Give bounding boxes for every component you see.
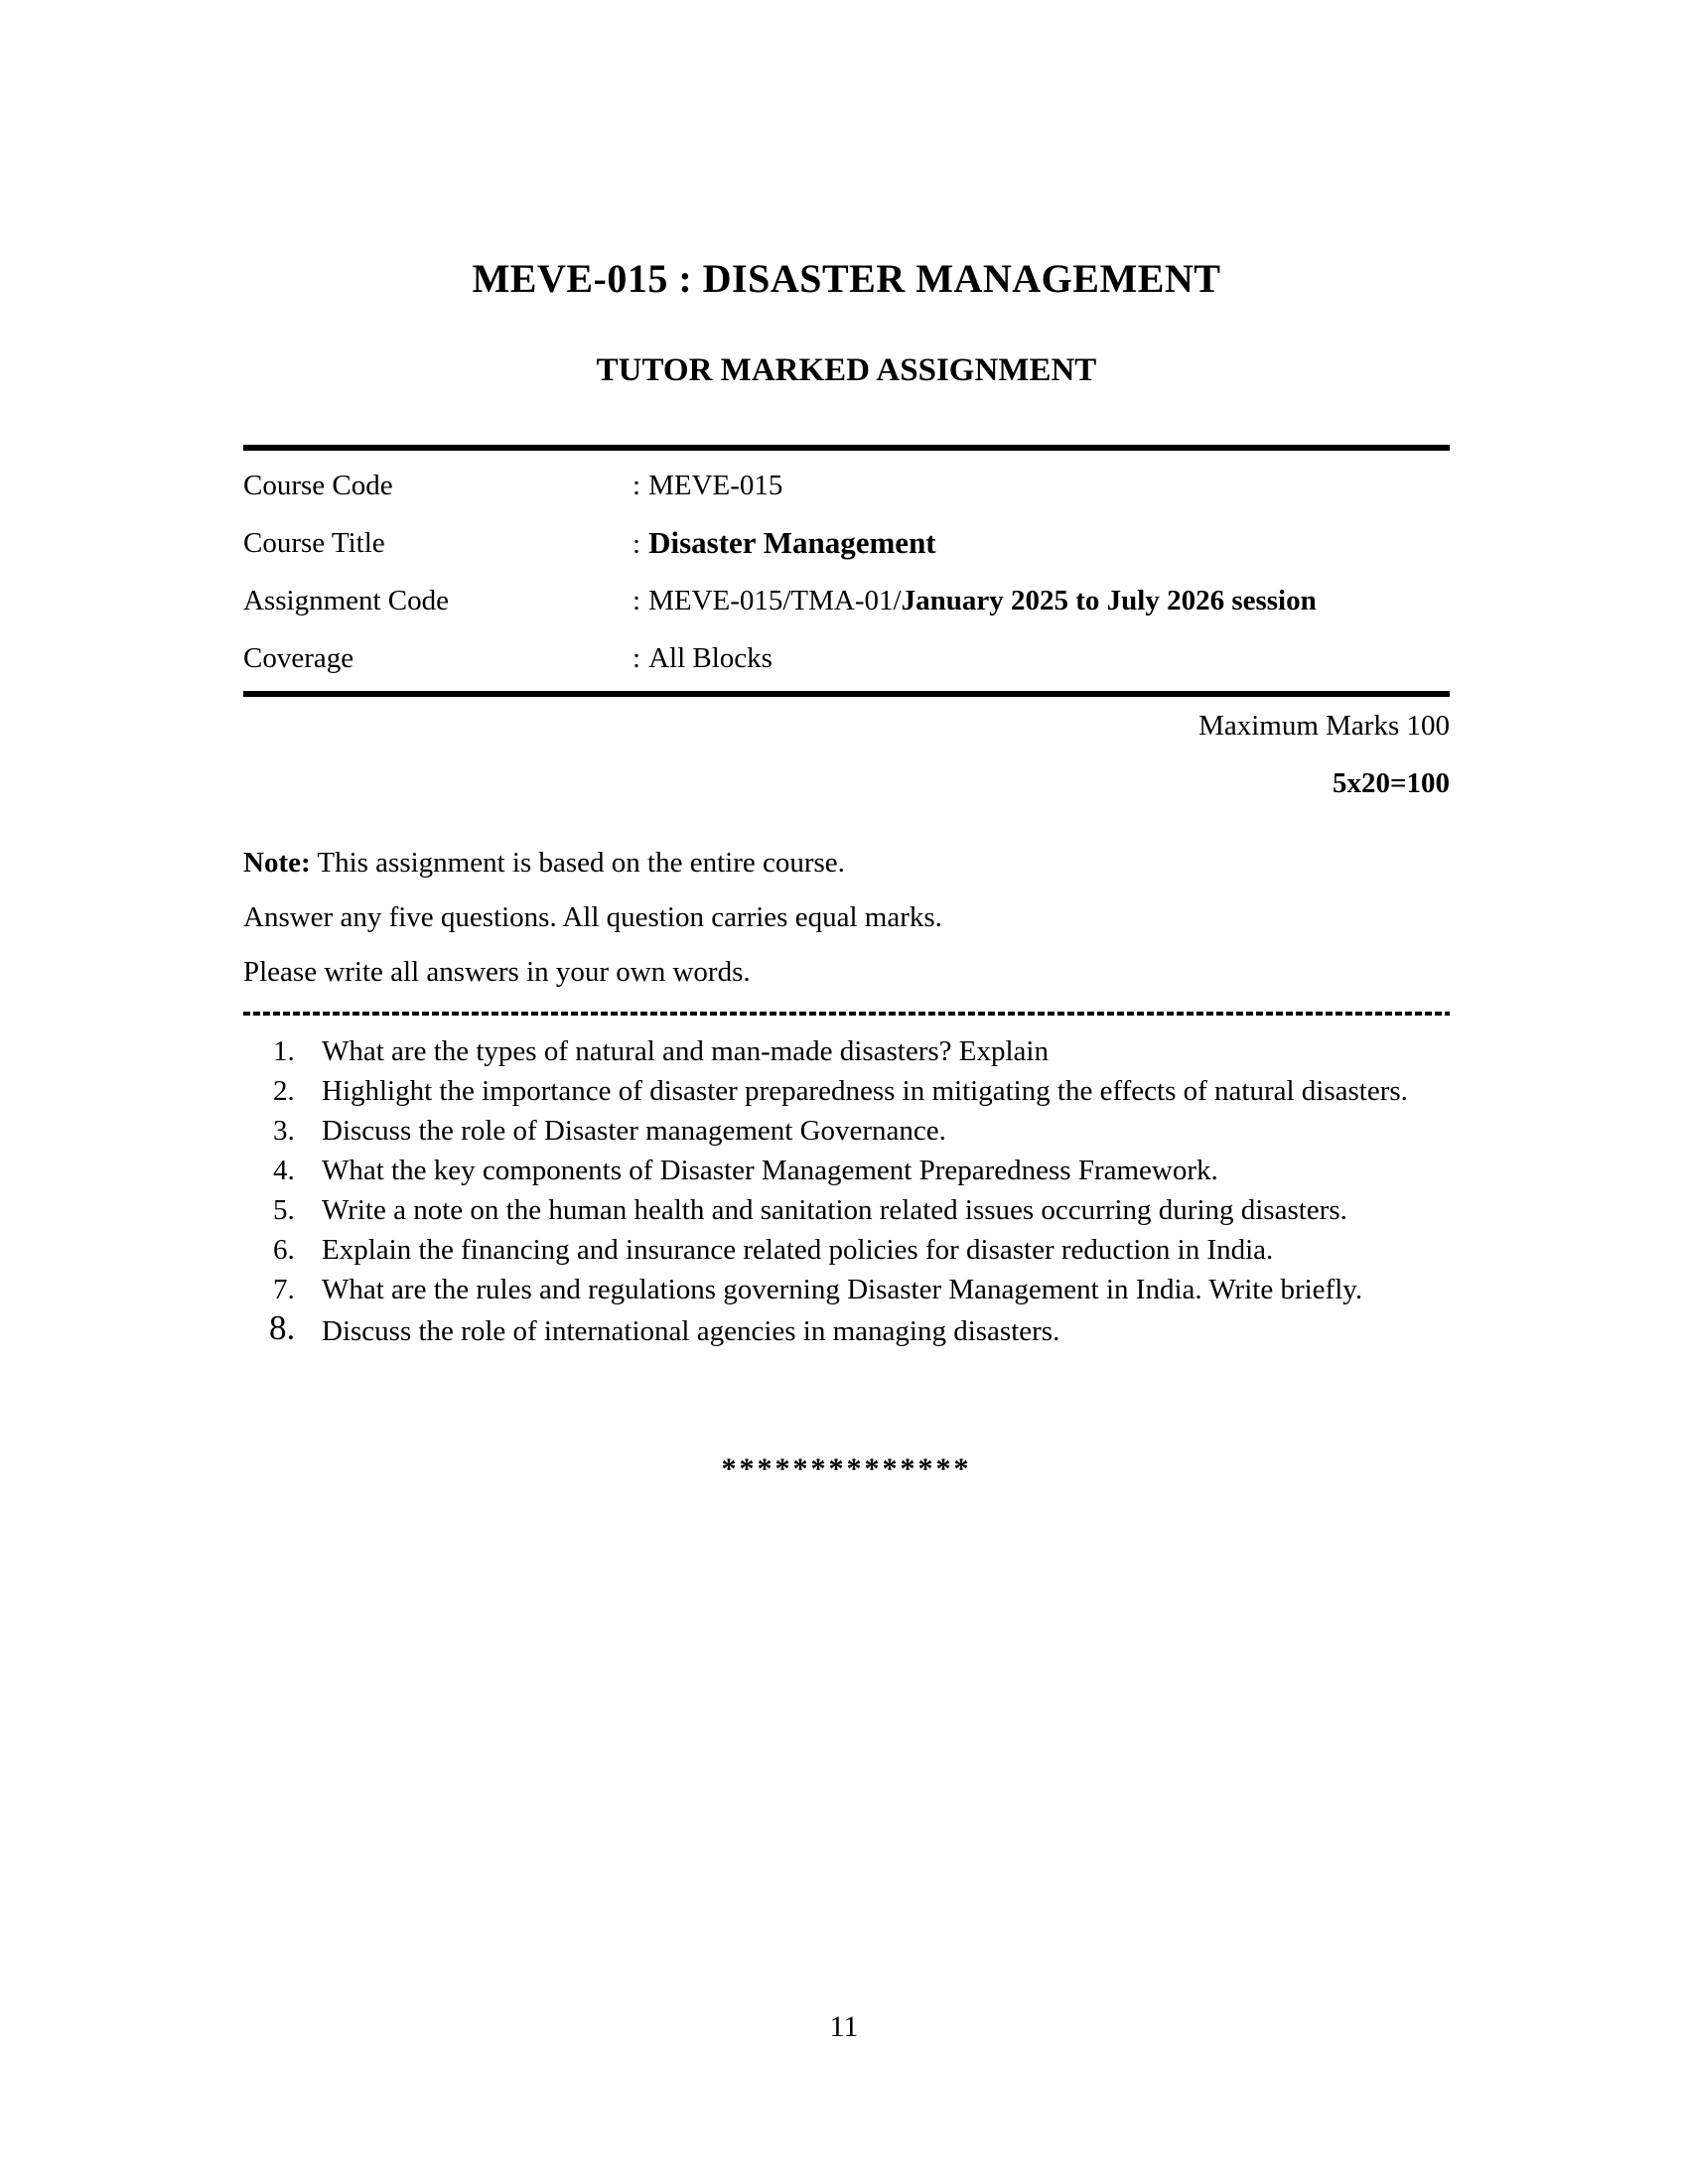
note-label: Note: xyxy=(243,847,311,879)
marks-scheme: 5x20=100 xyxy=(1332,767,1450,799)
question-8-text: Discuss the role of international agencies in managing disasters. xyxy=(322,1315,1060,1347)
coverage-label: Coverage xyxy=(243,641,354,674)
question-3 xyxy=(243,1111,1450,1151)
question-2-text: Highlight the importance of disaster preparedness in mitigating the effects of natural disasters. xyxy=(322,1075,1408,1107)
question-3-number: 3. xyxy=(273,1115,295,1147)
question-6-number: 6. xyxy=(273,1234,295,1266)
question-1-text: What are the types of natural and man-made disasters? Explain xyxy=(322,1035,1049,1067)
dashed-divider xyxy=(243,1012,1450,1016)
question-1 xyxy=(243,1031,1450,1071)
question-5-number: 5. xyxy=(273,1194,295,1226)
course-title-row xyxy=(243,514,1450,572)
assignment-code-label: Assignment Code xyxy=(243,584,450,616)
document-page xyxy=(243,0,1450,1486)
instruction-line-2: Answer any five questions. All question carries equal marks. xyxy=(243,901,942,933)
course-info-table xyxy=(243,445,1450,697)
question-3-text: Discuss the role of Disaster management Governance. xyxy=(322,1115,946,1147)
document-subtitle: TUTOR MARKED ASSIGNMENT xyxy=(596,352,1097,388)
question-7-text: What are the rules and regulations governing Disaster Management in India. Write briefly. xyxy=(322,1274,1363,1305)
question-5 xyxy=(243,1190,1450,1230)
course-title-value xyxy=(633,525,936,561)
course-code-text: MEVE-015 xyxy=(648,469,783,501)
note-line xyxy=(243,836,1450,890)
colon-separator: : xyxy=(633,528,641,560)
colon-separator: : xyxy=(633,584,641,616)
question-2 xyxy=(243,1071,1450,1111)
colon-separator: : xyxy=(633,469,641,501)
assignment-code-text: MEVE-015/TMA-01/ xyxy=(648,584,902,616)
instructions-block xyxy=(243,836,1450,1000)
question-8-number: 8. xyxy=(269,1308,296,1347)
assignment-code-value xyxy=(633,585,1317,617)
question-2-number: 2. xyxy=(273,1075,295,1107)
question-4 xyxy=(243,1151,1450,1190)
maximum-marks: Maximum Marks 100 xyxy=(1198,710,1450,742)
question-4-number: 4. xyxy=(273,1155,295,1186)
colon-separator: : xyxy=(633,641,641,674)
course-title-label: Course Title xyxy=(243,526,385,559)
assignment-code-bold-text: January 2025 to July 2026 session xyxy=(901,584,1317,616)
question-5-text: Write a note on the human health and sanitation related issues occurring during disasters. xyxy=(322,1194,1347,1226)
question-8 xyxy=(243,1308,1450,1351)
question-4-text: What the key components of Disaster Management Preparedness Framework. xyxy=(322,1155,1218,1186)
coverage-value xyxy=(633,642,773,675)
page-number: 11 xyxy=(829,2010,859,2043)
course-title-bold-text: Disaster Management xyxy=(648,525,936,560)
course-code-label: Course Code xyxy=(243,469,393,501)
assignment-code-row xyxy=(243,572,1450,629)
document-title: MEVE-015 : DISASTER MANAGEMENT xyxy=(472,256,1221,301)
course-code-value xyxy=(633,470,782,502)
footer-asterisks: ************** xyxy=(721,1452,972,1485)
marks-block xyxy=(243,697,1450,812)
coverage-text: All Blocks xyxy=(648,641,773,674)
note-text: This assignment is based on the entire course. xyxy=(310,847,845,879)
question-1-number: 1. xyxy=(273,1035,295,1067)
question-7 xyxy=(243,1270,1450,1309)
question-list xyxy=(243,1031,1450,1351)
question-7-number: 7. xyxy=(273,1274,295,1305)
question-6-text: Explain the financing and insurance related policies for disaster reduction in India. xyxy=(322,1234,1274,1266)
instruction-line-3: Please write all answers in your own words. xyxy=(243,956,751,988)
coverage-row xyxy=(243,629,1450,687)
question-6 xyxy=(243,1230,1450,1270)
course-code-row xyxy=(243,457,1450,514)
